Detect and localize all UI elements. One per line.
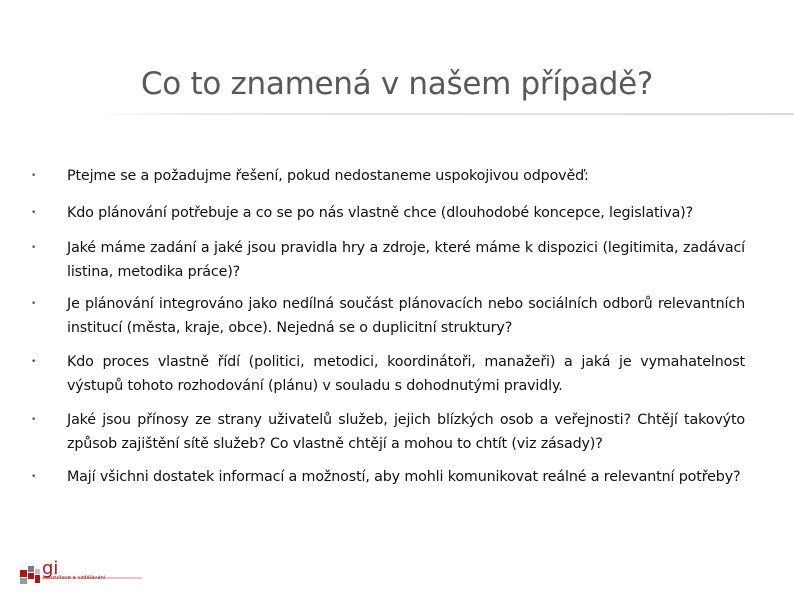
bullet-dot: •	[31, 357, 37, 367]
bullet-dot: •	[31, 415, 37, 425]
logo-square	[28, 573, 34, 579]
logo-square	[20, 578, 27, 584]
list-item-text: Kdo proces vlastně řídí (politici, metodici, koordinátoři, manažeři) a jaká je vymahatelnost výstupů tohoto rozhodování (plánu) v souladu s dohodnutými pravidly.	[67, 354, 745, 394]
logo-square	[20, 570, 27, 577]
bullet-dot: •	[31, 208, 37, 218]
title-divider	[96, 113, 794, 115]
list-item-text: Jaké máme zadání a jaké jsou pravidla hry a zdroje, které máme k dispozici (legitimita, zadávací listina, metodika práce)?	[67, 240, 745, 280]
slide-title: Co to znamená v našem případě?	[140, 66, 654, 102]
bullet-dot: •	[31, 171, 37, 181]
bullet-dot: •	[31, 472, 37, 482]
logo-tagline: konzultace a vzdělávání	[43, 575, 106, 581]
logo-letters: gi	[42, 558, 59, 579]
bullet-dot: •	[31, 299, 37, 309]
list-item-text: Ptejme se a požadujme řešení, pokud nedostaneme uspokojivou odpověď:	[67, 168, 589, 184]
company-logo	[16, 558, 146, 588]
logo-square	[35, 575, 40, 583]
list-item-text: Jaké jsou přínosy ze strany uživatelů služeb, jejich blízkých osob a veřejnosti? Chtějí takovýto způsob zajištění sítě služeb? Co vlastně chtějí a mohou to chtít (viz zásady)?	[67, 412, 745, 452]
list-item-text: Mají všichni dostatek informací a možností, aby mohli komunikovat reálné a relevantní potřeby?	[67, 469, 741, 485]
logo-square	[28, 566, 34, 572]
bullet-dot: •	[31, 243, 37, 253]
list-item-text: Je plánování integrováno jako nedílná součást plánovacích nebo sociálních odborů relevantních institucí (města, kraje, obce). Nejedná se o duplicitní struktury?	[67, 296, 745, 336]
list-item-text: Kdo plánování potřebuje a co se po nás vlastně chce (dlouhodobé koncepce, legislativa)?	[67, 205, 694, 221]
logo-square	[35, 569, 40, 574]
